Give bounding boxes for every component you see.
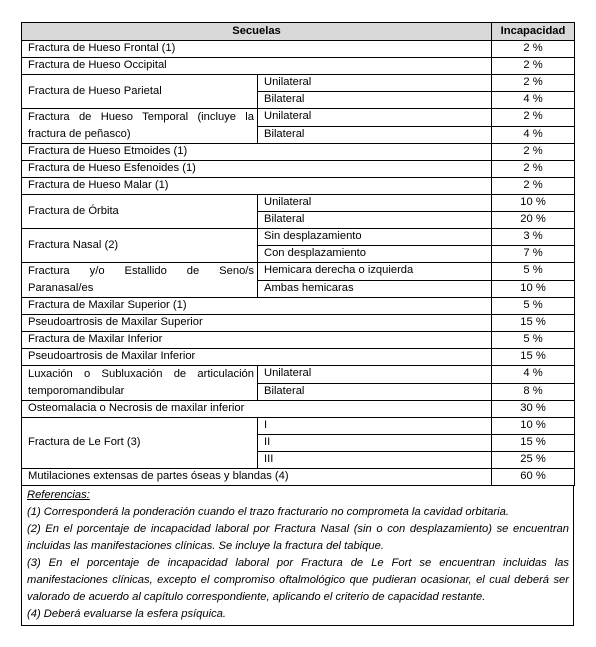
- secuela-subtype: Con desplazamiento: [258, 246, 492, 263]
- secuela-name: Fractura de Hueso Parietal: [22, 75, 258, 109]
- secuela-name: Mutilaciones extensas de partes óseas y blandas (4): [22, 469, 492, 486]
- secuela-subtype: II: [258, 435, 492, 452]
- incapacidad-value: 10 %: [492, 418, 575, 435]
- incapacidad-value: 2 %: [492, 58, 575, 75]
- table-row: [22, 109, 575, 127]
- table-row: [22, 178, 575, 195]
- reference-note-1: (1) Corresponderá la ponderación cuando el trazo fracturario no comprometa la cavidad orbitaria.: [27, 506, 509, 518]
- secuela-name: Luxación o Subluxación de articulación temporomandibular: [22, 366, 258, 401]
- table-row: [22, 366, 575, 384]
- table-row: [22, 41, 575, 58]
- reference-note-2: (2) En el porcentaje de incapacidad laboral por Fractura Nasal (sin o con desplazamiento) se encuentran incluidas las manifestaciones clínicas. Se incluye la fractura del tabique.: [27, 523, 569, 552]
- table-row: [22, 229, 575, 246]
- secuela-subtype: Ambas hemicaras: [258, 280, 492, 298]
- secuela-subtype: Bilateral: [258, 92, 492, 109]
- incapacidad-value: 2 %: [492, 75, 575, 92]
- incapacidad-value: 2 %: [492, 161, 575, 178]
- secuela-subtype: Unilateral: [258, 195, 492, 212]
- table-row: [22, 298, 575, 315]
- secuela-name: Pseudoartrosis de Maxilar Inferior: [22, 349, 492, 366]
- incapacidad-value: 4 %: [492, 126, 575, 144]
- referencias-title: Referencias:: [27, 489, 90, 501]
- secuela-subtype: Bilateral: [258, 212, 492, 229]
- incapacidad-value: 20 %: [492, 212, 575, 229]
- table-row: [22, 161, 575, 178]
- secuela-name: Fractura de Hueso Malar (1): [22, 178, 492, 195]
- table-row: [22, 195, 575, 212]
- incapacidad-value: 15 %: [492, 349, 575, 366]
- table-header-row: [22, 23, 575, 41]
- table-row: [22, 315, 575, 332]
- incapacidad-value: 30 %: [492, 401, 575, 418]
- secuela-subtype: III: [258, 452, 492, 469]
- secuela-name: Fractura de Hueso Temporal (incluye la fractura de peñasco): [22, 109, 258, 144]
- secuela-name: Fractura y/o Estallido de Seno/s Paranasal/es: [22, 263, 258, 298]
- incapacidad-value: 10 %: [492, 195, 575, 212]
- table-row: [22, 332, 575, 349]
- incapacidad-value: 5 %: [492, 298, 575, 315]
- secuela-name: Fractura de Hueso Etmoides (1): [22, 144, 492, 161]
- secuela-name: Osteomalacia o Necrosis de maxilar inferior: [22, 401, 492, 418]
- incapacidad-value: 7 %: [492, 246, 575, 263]
- header-incapacidad: Incapacidad: [492, 23, 575, 41]
- secuela-subtype: Unilateral: [258, 109, 492, 127]
- incapacidad-value: 15 %: [492, 315, 575, 332]
- secuela-subtype: Hemicara derecha o izquierda: [258, 263, 492, 281]
- secuela-name: Fractura de Hueso Occipital: [22, 58, 492, 75]
- secuela-name: Fractura de Hueso Esfenoides (1): [22, 161, 492, 178]
- secuelas-table: [21, 22, 575, 486]
- incapacidad-value: 5 %: [492, 332, 575, 349]
- incapacidad-value: 2 %: [492, 109, 575, 127]
- secuela-name: Pseudoartrosis de Maxilar Superior: [22, 315, 492, 332]
- incapacidad-value: 2 %: [492, 178, 575, 195]
- secuela-name: Fractura de Maxilar Superior (1): [22, 298, 492, 315]
- incapacidad-value: 25 %: [492, 452, 575, 469]
- incapacidad-value: 2 %: [492, 41, 575, 58]
- secuela-subtype: Unilateral: [258, 75, 492, 92]
- referencias-box: [21, 486, 574, 626]
- incapacidad-value: 8 %: [492, 383, 575, 401]
- secuela-name: Fractura de Le Fort (3): [22, 418, 258, 469]
- table-row: [22, 418, 575, 435]
- secuelas-document: [21, 22, 574, 626]
- incapacidad-value: 15 %: [492, 435, 575, 452]
- table-row: [22, 58, 575, 75]
- secuela-subtype: I: [258, 418, 492, 435]
- secuela-name: Fractura de Órbita: [22, 195, 258, 229]
- secuela-subtype: Unilateral: [258, 366, 492, 384]
- incapacidad-value: 60 %: [492, 469, 575, 486]
- table-row: [22, 75, 575, 92]
- header-secuelas: Secuelas: [22, 23, 492, 41]
- secuela-subtype: Sin desplazamiento: [258, 229, 492, 246]
- incapacidad-value: 10 %: [492, 280, 575, 298]
- table-row: [22, 401, 575, 418]
- incapacidad-value: 4 %: [492, 366, 575, 384]
- secuela-name: Fractura Nasal (2): [22, 229, 258, 263]
- secuela-name: Fractura de Hueso Frontal (1): [22, 41, 492, 58]
- incapacidad-value: 4 %: [492, 92, 575, 109]
- reference-note-3: (3) En el porcentaje de incapacidad laboral por Fractura de Le Fort se encuentran incluidas las manifestaciones clínicas, excepto el compromiso oftalmológico que pudieran ocasionar, el cual deberá ser valorado de acuerdo al capítulo correspondiente, aplicando el criterio de capacidad restante.: [27, 557, 569, 603]
- table-row: [22, 263, 575, 281]
- secuela-name: Fractura de Maxilar Inferior: [22, 332, 492, 349]
- incapacidad-value: 3 %: [492, 229, 575, 246]
- secuela-subtype: Bilateral: [258, 126, 492, 144]
- table-row: [22, 469, 575, 486]
- incapacidad-value: 2 %: [492, 144, 575, 161]
- reference-note-4: (4) Deberá evaluarse la esfera psíquica.: [27, 608, 226, 620]
- incapacidad-value: 5 %: [492, 263, 575, 281]
- table-row: [22, 144, 575, 161]
- secuela-subtype: Bilateral: [258, 383, 492, 401]
- table-row: [22, 349, 575, 366]
